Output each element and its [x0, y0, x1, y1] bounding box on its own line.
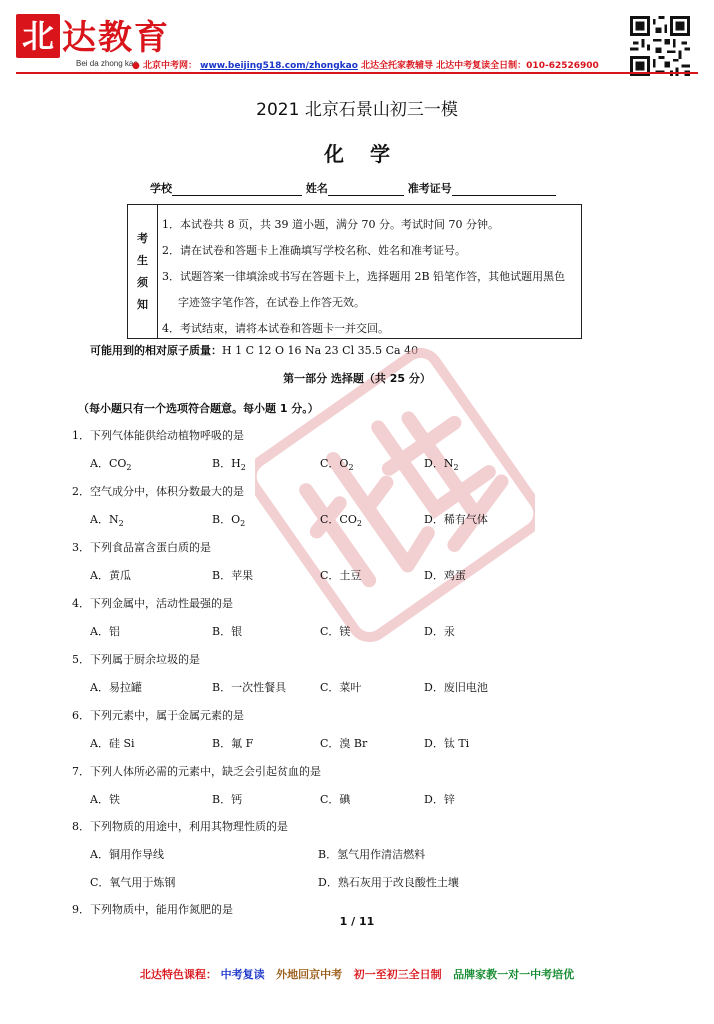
- option-d[interactable]: D．鸡蛋: [424, 569, 466, 582]
- name-label: 姓名: [305, 182, 328, 195]
- option-c[interactable]: C．溴 Br: [320, 737, 368, 750]
- question-stem: 1．下列气体能供给动植物呼吸的是: [72, 429, 244, 442]
- notes-label: [128, 205, 158, 338]
- option-d[interactable]: D．熟石灰用于改良酸性土壤: [318, 876, 459, 889]
- note-item: 字迹签字笔作答，在试卷上作答无效。: [178, 296, 365, 309]
- footer-course[interactable]: 外地回京中考: [276, 968, 343, 981]
- option-c[interactable]: C．菜叶: [320, 681, 362, 694]
- notes-label-char: 知: [137, 297, 148, 311]
- school-field[interactable]: [172, 184, 302, 196]
- option-a[interactable]: A．$CO_2$: [90, 457, 132, 473]
- question-stem: 9．下列物质中，能用作氮肥的是: [72, 903, 233, 916]
- qr-code-icon: [630, 16, 690, 76]
- footer-course[interactable]: 初一至初三全日制: [353, 968, 442, 981]
- option-a[interactable]: A．硅 Si: [90, 737, 135, 750]
- option-b[interactable]: B．银: [212, 625, 243, 638]
- brand-logo: 北: [16, 14, 60, 58]
- footer-label: 北达特色课程：: [139, 968, 217, 981]
- page-header: [0, 0, 714, 82]
- option-c[interactable]: C．$O_2$: [320, 457, 354, 473]
- option-c[interactable]: C．$CO_2$: [320, 513, 362, 529]
- option-b[interactable]: B．$H_2$: [212, 457, 246, 473]
- note-item: 1．本试卷共 8 页，共 39 道小题，满分 70 分。考试时间 70 分钟。: [162, 218, 499, 231]
- option-b[interactable]: B．钙: [212, 793, 243, 806]
- header-tagline: [132, 58, 599, 71]
- exam-title: 2021 北京石景山初三一模: [256, 100, 458, 120]
- atomic-mass-line: [90, 342, 418, 358]
- question-stem: 5．下列属于厨余垃圾的是: [72, 653, 200, 666]
- option-b[interactable]: B．氟 F: [212, 737, 254, 750]
- option-a[interactable]: A．铜用作导线: [90, 848, 164, 861]
- option-b[interactable]: B．一次性餐具: [212, 681, 287, 694]
- page-number: 1 / 11: [339, 915, 375, 928]
- exam-number-field[interactable]: [452, 184, 556, 196]
- option-d[interactable]: D．钛 Ti: [424, 737, 470, 750]
- candidate-notes-box: [127, 204, 582, 339]
- option-a[interactable]: A．铁: [90, 793, 120, 806]
- option-c[interactable]: C．镁: [320, 625, 351, 638]
- option-a[interactable]: A．$N_2$: [90, 513, 124, 529]
- option-b[interactable]: B．$O_2$: [212, 513, 246, 529]
- notes-label-char: 生: [137, 253, 148, 267]
- question-stem: 7．下列人体所必需的元素中，缺乏会引起贫血的是: [72, 765, 321, 778]
- name-field[interactable]: [328, 184, 404, 196]
- option-d[interactable]: D．$N_2$: [424, 457, 459, 473]
- subject-title: 化学: [324, 142, 416, 166]
- option-d[interactable]: D．锌: [424, 793, 455, 806]
- student-info-row: [150, 180, 556, 196]
- school-label: 学校: [150, 182, 172, 195]
- question-stem: 8．下列物质的用途中，利用其物理性质的是: [72, 820, 288, 833]
- question-stem: 6．下列元素中，属于金属元素的是: [72, 709, 244, 722]
- option-d[interactable]: D．稀有气体: [424, 513, 488, 526]
- website-link[interactable]: www.beijing518.com/zhongkao: [200, 61, 358, 71]
- note-item: 3．试题答案一律填涂或书写在答题卡上，选择题用 2B 铅笔作答，其他试题用黑色: [162, 270, 566, 283]
- tagline-prefix: ● 北京中考网：: [132, 61, 197, 71]
- question-stem: 3．下列食品富含蛋白质的是: [72, 541, 211, 554]
- option-a[interactable]: A．易拉罐: [90, 681, 142, 694]
- footer-course[interactable]: 中考复读: [220, 968, 265, 981]
- footer-ad: [0, 966, 714, 982]
- option-c[interactable]: C．土豆: [320, 569, 362, 582]
- note-item: 4．考试结束，请将本试卷和答题卡一并交回。: [162, 322, 389, 335]
- option-d[interactable]: D．汞: [424, 625, 455, 638]
- footer-course[interactable]: 品牌家教一对一中考培优: [453, 968, 575, 981]
- option-a[interactable]: A．铝: [90, 625, 120, 638]
- option-a[interactable]: A．黄瓜: [90, 569, 131, 582]
- notes-label-char: 须: [137, 275, 148, 289]
- exam-number-label: 准考证号: [407, 182, 452, 195]
- option-c[interactable]: C．碘: [320, 793, 351, 806]
- option-c[interactable]: C．氧气用于炼钢: [90, 876, 176, 889]
- notes-label-char: 考: [137, 231, 148, 245]
- part-one-title: 第一部分 选择题（共 25 分）: [283, 372, 431, 385]
- notes-list: [162, 212, 577, 342]
- option-d[interactable]: D．废旧电池: [424, 681, 488, 694]
- brand-pinyin: Bei da zhong kao: [76, 59, 138, 68]
- tagline-suffix: 北达全托家教辅导 北达中考复读全日制：010-62526900: [361, 61, 599, 71]
- question-stem: 2．空气成分中，体积分数最大的是: [72, 485, 244, 498]
- header-divider: [16, 72, 698, 74]
- brand-name: 达教育: [62, 18, 170, 58]
- question-stem: 4．下列金属中，活动性最强的是: [72, 597, 233, 610]
- option-b[interactable]: B．氢气用作清洁燃料: [318, 848, 426, 861]
- note-item: 2．请在试卷和答题卡上准确填写学校名称、姓名和准考证号。: [162, 244, 466, 257]
- atomic-mass-label: 可能用到的相对原子质量：: [90, 344, 222, 357]
- instruction-text: （每小题只有一个选项符合题意。每小题 1 分。）: [78, 402, 319, 415]
- option-b[interactable]: B．苹果: [212, 569, 254, 582]
- atomic-mass-values: H 1 C 12 O 16 Na 23 Cl 35.5 Ca 40: [222, 344, 419, 357]
